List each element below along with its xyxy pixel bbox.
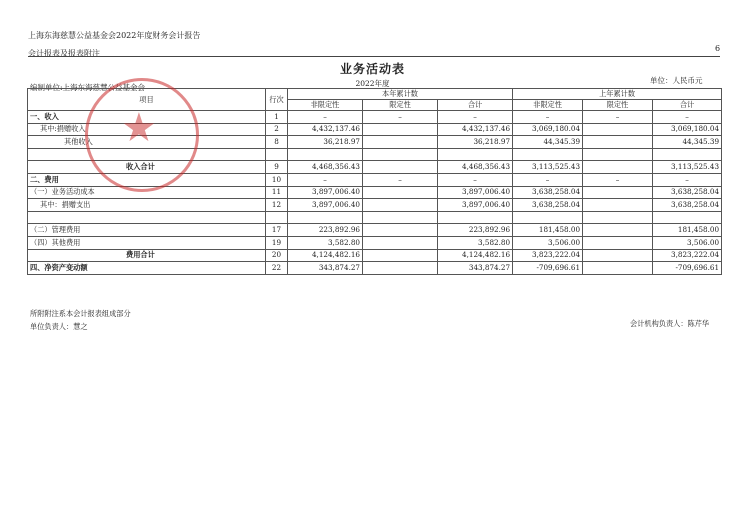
cell-current-restricted bbox=[363, 123, 438, 136]
row-line: 9 bbox=[266, 161, 288, 174]
cell-current-total: – bbox=[438, 173, 513, 186]
cell-current-restricted bbox=[363, 199, 438, 212]
cell-prior-total bbox=[653, 148, 722, 161]
cell-current-unrestricted: 223,892.96 bbox=[288, 224, 363, 237]
cell-prior-unrestricted: 3,638,258.04 bbox=[513, 186, 583, 199]
table-row bbox=[28, 262, 722, 275]
cell-prior-total: 3,113,525.43 bbox=[653, 161, 722, 174]
header-rule bbox=[28, 56, 720, 57]
cell-current-restricted: – bbox=[363, 111, 438, 124]
page-number: 6 bbox=[715, 44, 721, 53]
table-row bbox=[28, 199, 722, 212]
cell-current-total: 4,468,356.43 bbox=[438, 161, 513, 174]
row-item: 收入合计 bbox=[28, 161, 266, 174]
cell-current-unrestricted: – bbox=[288, 111, 363, 124]
cell-current-unrestricted: 3,582.80 bbox=[288, 236, 363, 249]
cell-prior-restricted bbox=[583, 236, 653, 249]
row-line: 22 bbox=[266, 262, 288, 275]
row-item: （一）业务活动成本 bbox=[28, 186, 266, 199]
subheader-current-restricted: 限定性 bbox=[363, 100, 438, 111]
cell-current-unrestricted bbox=[288, 148, 363, 161]
cell-current-restricted: – bbox=[363, 173, 438, 186]
row-item: 一、收入 bbox=[28, 111, 266, 124]
row-item: （四）其他费用 bbox=[28, 236, 266, 249]
cell-prior-total: -709,696.61 bbox=[653, 262, 722, 275]
subheader-prior-total: 合计 bbox=[653, 100, 722, 111]
row-line: 19 bbox=[266, 236, 288, 249]
cell-current-restricted bbox=[363, 211, 438, 224]
report-header-title: 上海东海慈慧公益基金会2022年度财务会计报告 bbox=[28, 31, 201, 40]
cell-prior-unrestricted: 181,458.00 bbox=[513, 224, 583, 237]
statement-title: 业务活动表 bbox=[339, 62, 405, 76]
cell-prior-total: 44,345.39 bbox=[653, 136, 722, 149]
cell-prior-restricted bbox=[583, 148, 653, 161]
cell-prior-restricted bbox=[583, 136, 653, 149]
official-seal-stamp bbox=[85, 78, 199, 192]
cell-prior-restricted bbox=[583, 249, 653, 262]
row-item: 其他收入 bbox=[28, 136, 266, 149]
cell-current-restricted bbox=[363, 186, 438, 199]
cell-prior-unrestricted bbox=[513, 211, 583, 224]
subheader-current-unrestricted: 非限定性 bbox=[288, 100, 363, 111]
cell-prior-total bbox=[653, 211, 722, 224]
subheader-current-total: 合计 bbox=[438, 100, 513, 111]
cell-current-restricted bbox=[363, 148, 438, 161]
row-line: 20 bbox=[266, 249, 288, 262]
row-line: 12 bbox=[266, 199, 288, 212]
cell-prior-restricted bbox=[583, 224, 653, 237]
cell-prior-unrestricted: – bbox=[513, 111, 583, 124]
table-row bbox=[28, 224, 722, 237]
cell-current-unrestricted bbox=[288, 211, 363, 224]
row-line: 1 bbox=[266, 111, 288, 124]
row-item: 其中:捐赠收入 bbox=[28, 123, 266, 136]
cell-current-unrestricted: 4,432,137.46 bbox=[288, 123, 363, 136]
cell-prior-restricted bbox=[583, 161, 653, 174]
cell-prior-unrestricted: 44,345.39 bbox=[513, 136, 583, 149]
table-row bbox=[28, 236, 722, 249]
cell-current-unrestricted: – bbox=[288, 173, 363, 186]
row-line: 8 bbox=[266, 136, 288, 149]
column-header-line: 行次 bbox=[266, 89, 288, 111]
cell-prior-unrestricted: – bbox=[513, 173, 583, 186]
cell-prior-unrestricted: 3,113,525.43 bbox=[513, 161, 583, 174]
principal-signature: 单位负责人：慧之 bbox=[30, 322, 88, 331]
cell-current-unrestricted: 3,897,006.40 bbox=[288, 186, 363, 199]
cell-current-restricted bbox=[363, 224, 438, 237]
row-line: 2 bbox=[266, 123, 288, 136]
cell-current-restricted bbox=[363, 161, 438, 174]
preparing-organization: 编制单位:上海东海慈慧公益基金会 bbox=[30, 83, 146, 92]
cell-current-unrestricted: 4,468,356.43 bbox=[288, 161, 363, 174]
cell-prior-unrestricted bbox=[513, 148, 583, 161]
cell-current-total: 4,124,482.16 bbox=[438, 249, 513, 262]
statement-year: 2022年度 bbox=[355, 79, 390, 88]
row-item: 费用合计 bbox=[28, 249, 266, 262]
cell-current-restricted bbox=[363, 136, 438, 149]
cell-prior-restricted bbox=[583, 123, 653, 136]
cell-prior-total: 3,506.00 bbox=[653, 236, 722, 249]
row-item bbox=[28, 211, 266, 224]
cell-prior-total: 181,458.00 bbox=[653, 224, 722, 237]
cell-current-total: 4,432,137.46 bbox=[438, 123, 513, 136]
cell-current-unrestricted: 343,874.27 bbox=[288, 262, 363, 275]
row-item: 四、净资产变动额 bbox=[28, 262, 266, 275]
cell-prior-total: – bbox=[653, 111, 722, 124]
cell-current-total: 36,218.97 bbox=[438, 136, 513, 149]
report-header-section: 会计报表及报表附注 bbox=[28, 49, 100, 58]
cell-current-restricted bbox=[363, 236, 438, 249]
cell-current-total: 3,897,006.40 bbox=[438, 186, 513, 199]
cell-current-total bbox=[438, 148, 513, 161]
cell-current-total bbox=[438, 211, 513, 224]
cell-prior-unrestricted: 3,638,258.04 bbox=[513, 199, 583, 212]
cell-prior-unrestricted: 3,506.00 bbox=[513, 236, 583, 249]
cell-prior-total: 3,638,258.04 bbox=[653, 186, 722, 199]
row-line bbox=[266, 211, 288, 224]
cell-prior-restricted bbox=[583, 211, 653, 224]
row-item: 其中：捐赠支出 bbox=[28, 199, 266, 212]
cell-current-unrestricted: 4,124,482.16 bbox=[288, 249, 363, 262]
cell-current-total: 3,582.80 bbox=[438, 236, 513, 249]
subheader-prior-unrestricted: 非限定性 bbox=[513, 100, 583, 111]
group-header-current-year: 本年累计数 bbox=[288, 89, 513, 100]
table-row bbox=[28, 249, 722, 262]
cell-current-total: 223,892.96 bbox=[438, 224, 513, 237]
row-line bbox=[266, 148, 288, 161]
cell-prior-total: 3,638,258.04 bbox=[653, 199, 722, 212]
cell-current-restricted bbox=[363, 262, 438, 275]
row-item: 二、费用 bbox=[28, 173, 266, 186]
cell-current-unrestricted: 3,897,006.40 bbox=[288, 199, 363, 212]
row-item: （二）管理费用 bbox=[28, 224, 266, 237]
cell-prior-total: 3,823,222.04 bbox=[653, 249, 722, 262]
row-line: 17 bbox=[266, 224, 288, 237]
cell-prior-unrestricted: 3,823,222.04 bbox=[513, 249, 583, 262]
cell-current-restricted bbox=[363, 249, 438, 262]
cell-current-total: 3,897,006.40 bbox=[438, 199, 513, 212]
column-header-item: 项目 bbox=[28, 89, 266, 111]
cell-prior-unrestricted: -709,696.61 bbox=[513, 262, 583, 275]
row-line: 11 bbox=[266, 186, 288, 199]
cell-current-total: 343,874.27 bbox=[438, 262, 513, 275]
subheader-prior-restricted: 限定性 bbox=[583, 100, 653, 111]
group-header-prior-year: 上年累计数 bbox=[513, 89, 722, 100]
cell-prior-restricted bbox=[583, 262, 653, 275]
currency-unit: 单位：人民币元 bbox=[650, 76, 703, 85]
footnote: 所附附注系本会计报表组成部分 bbox=[30, 309, 131, 318]
cell-prior-total: – bbox=[653, 173, 722, 186]
cell-prior-restricted bbox=[583, 199, 653, 212]
cell-prior-total: 3,069,180.04 bbox=[653, 123, 722, 136]
row-line: 10 bbox=[266, 173, 288, 186]
accountant-signature: 会计机构负责人：陈芹华 bbox=[630, 319, 710, 328]
cell-prior-restricted: – bbox=[583, 111, 653, 124]
table-row bbox=[28, 211, 722, 224]
star-icon: ★ bbox=[121, 105, 157, 151]
cell-current-total: – bbox=[438, 111, 513, 124]
cell-prior-restricted bbox=[583, 186, 653, 199]
cell-current-unrestricted: 36,218.97 bbox=[288, 136, 363, 149]
cell-prior-unrestricted: 3,069,180.04 bbox=[513, 123, 583, 136]
cell-prior-restricted: – bbox=[583, 173, 653, 186]
